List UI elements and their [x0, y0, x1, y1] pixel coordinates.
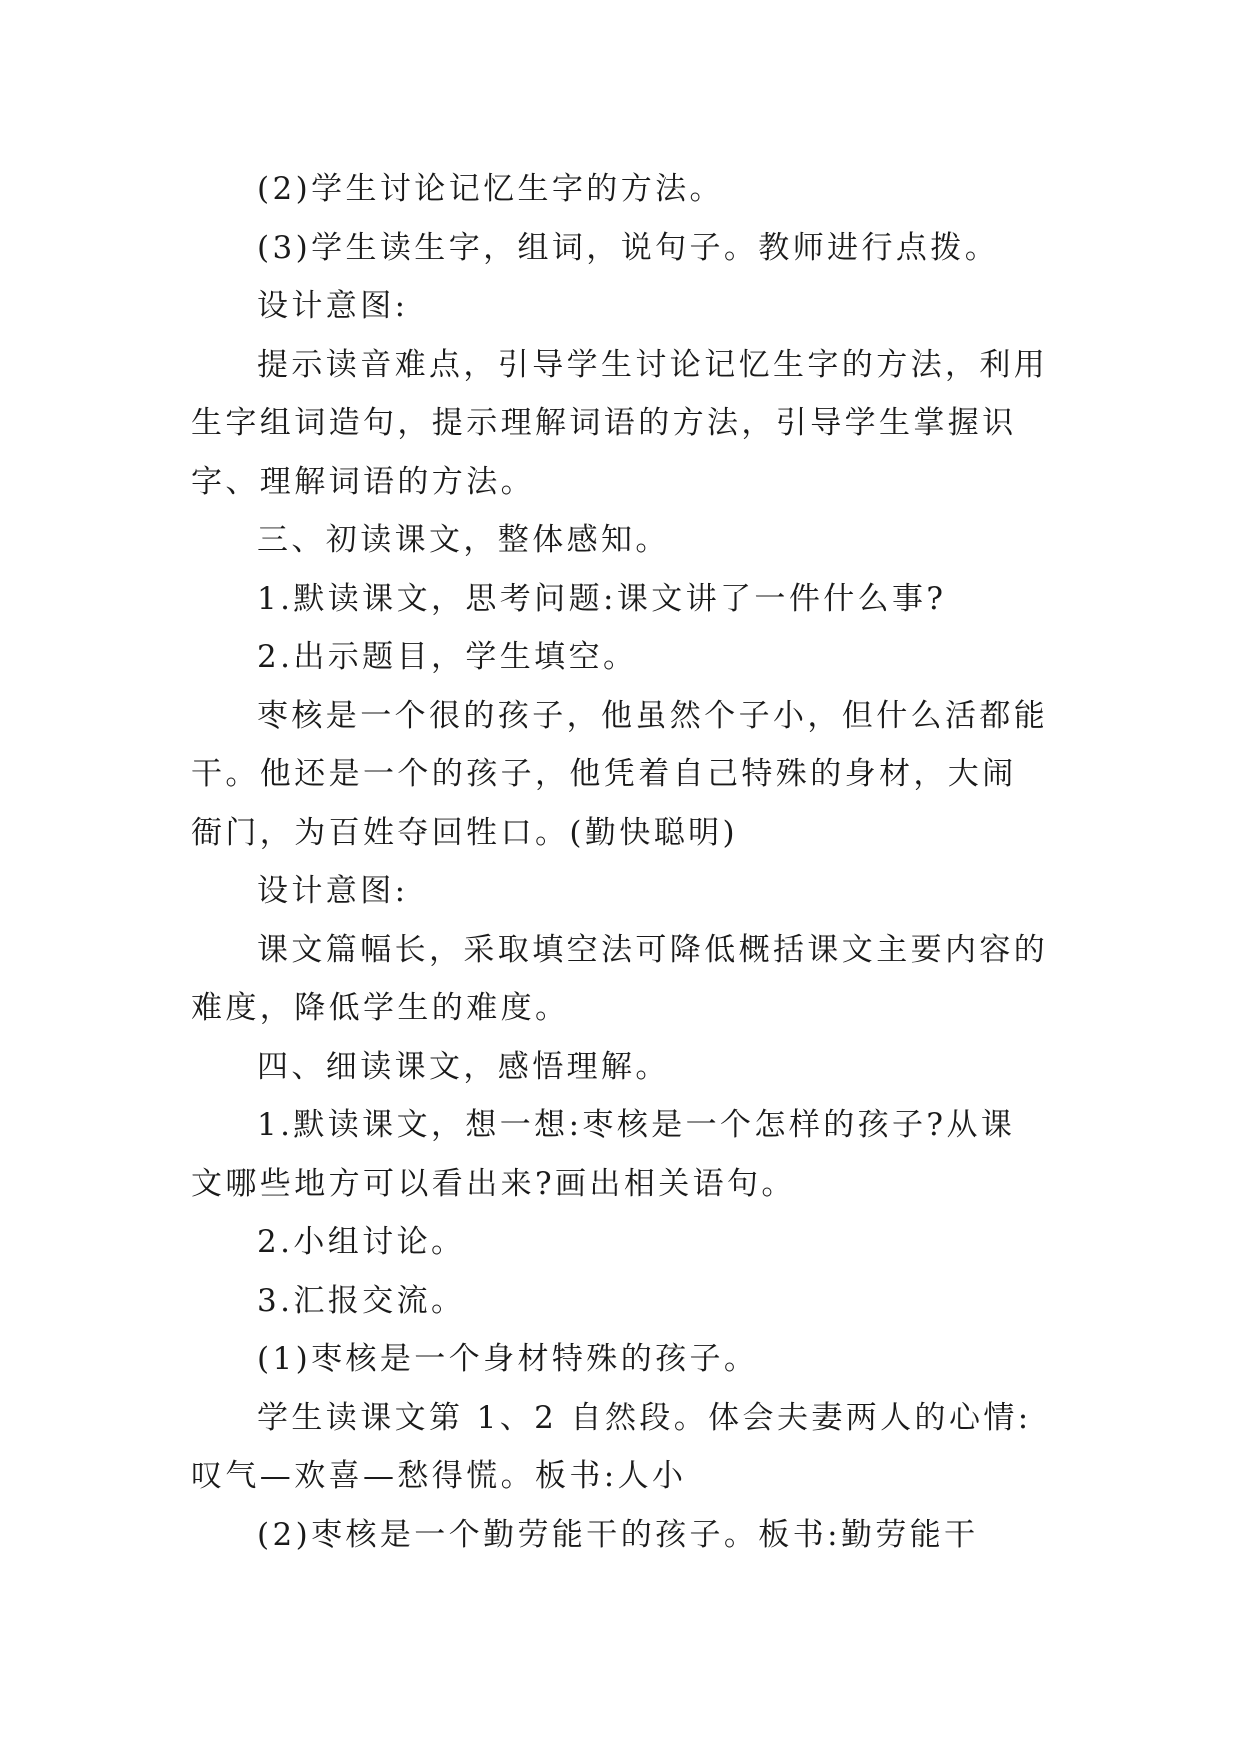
paragraph-4: 提示读音难点，引导学生讨论记忆生字的方法，利用生字组词造句，提示理解词语的方法，引导学生掌握识字、理解词语的方法。	[191, 346, 1049, 500]
paragraph-17: (2)枣核是一个勤劳能干的孩子。板书:勤劳能干	[257, 1516, 979, 1553]
paragraph-6: 1.默读课文，思考问题:课文讲了一件什么事?	[257, 580, 947, 617]
paragraph-2: (3)学生读生字，组词，说句子。教师进行点拨。	[257, 229, 1000, 266]
paragraph-9: 设计意图:	[257, 873, 409, 909]
paragraph-15: (1)枣核是一个身材特殊的孩子。	[257, 1341, 759, 1377]
paragraph-12: 1.默读课文，想一想:枣核是一个怎样的孩子?从课文哪些地方可以看出来?画出相关语句。	[191, 1107, 1016, 1202]
paragraph-14: 3.汇报交流。	[257, 1282, 466, 1319]
document-body	[191, 160, 1049, 1564]
paragraph-3: 设计意图:	[257, 288, 409, 324]
paragraph-13: 2.小组讨论。	[257, 1224, 466, 1260]
paragraph-8: 枣核是一个很的孩子，他虽然个子小，但什么活都能干。他还是一个的孩子，他凭着自己特殊的身材，大闹衙门，为百姓夺回牲口。(勤快聪明)	[191, 697, 1049, 851]
paragraph-5: 三、初读课文，整体感知。	[257, 522, 670, 558]
paragraph-7: 2.出示题目，学生填空。	[257, 639, 638, 675]
paragraph-11: 四、细读课文，感悟理解。	[257, 1048, 670, 1085]
paragraph-1: (2)学生讨论记忆生字的方法。	[257, 171, 724, 207]
paragraph-16: 学生读课文第 1、2 自然段。体会夫妻两人的心情:叹气—欢喜—愁得慌。板书:人小	[191, 1399, 1032, 1494]
paragraph-10: 课文篇幅长，采取填空法可降低概括课文主要内容的难度，降低学生的难度。	[191, 931, 1049, 1026]
